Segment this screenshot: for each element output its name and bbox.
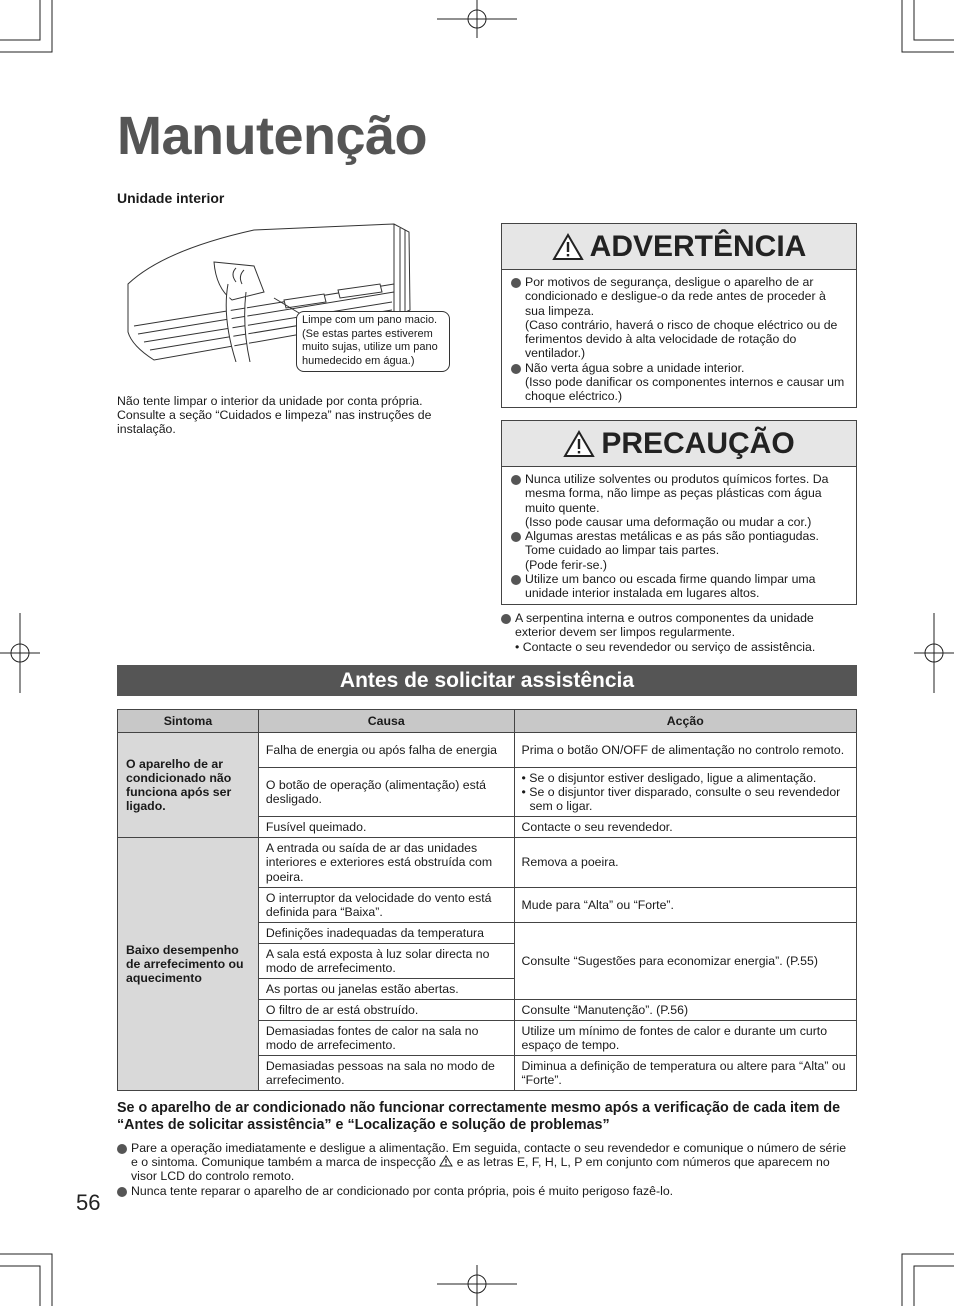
table-header-row <box>118 710 857 733</box>
table-row: A sala está exposta à luz solar directa no modo de arrefecimento. <box>118 944 857 979</box>
warning-title: ADVERTÊNCIA <box>589 229 807 263</box>
warning-item: Não verta água sobre a unidade interior. (Isso pode danificar os componentes internos e causar um choque eléctrico.) <box>511 361 848 404</box>
warning-triangle-icon <box>552 233 584 261</box>
list-item: Nunca tente reparar o aparelho de ar condicionado por conta própria, pois é muito perigoso fazê-lo. <box>117 1184 852 1198</box>
list-item: Pare a operação imediatamente e desligue a alimentação. Em seguida, contacte o seu revendedor e comunique o número de série e o sintoma. Comunique também a marca de inspecção e as letras E, F, H, L, P em conjunto com números que aparecem no visor LCD do controlo remoto. <box>117 1141 852 1184</box>
table-row: Baixo desempenho de arrefecimento ou aquecimento A entrada ou saída de ar das unidades interiores e exteriores está obstruída com poeira. Remova a poeira. <box>118 838 857 888</box>
caution-item: Utilize um banco ou escada firme quando limpar uma unidade interior instalada em lugares altos. <box>511 572 848 601</box>
cleaning-callout: Limpe com um pano macio. (Se estas partes estiverem muito sujas, utilize um pano humedecido em água.) <box>296 311 450 372</box>
symptom-cell: Baixo desempenho de arrefecimento ou aquecimento <box>118 838 259 1091</box>
table-row: O filtro de ar está obstruído. Consulte “Manutenção”. (P.56) <box>118 1000 857 1021</box>
warning-item: Por motivos de segurança, desligue o aparelho de ar condicionado e desligue-o da rede antes de proceder à sua limpeza. (Caso contrário, haverá o risco de choque eléctrico ou de ferimentos devido à alta velocidade de rotação do ventilador.) <box>511 275 848 361</box>
caution-title: PRECAUÇÃO <box>601 426 795 460</box>
table-row: O interruptor da velocidade do vento está definida para “Baixa”. Mude para “Alta” ou “Forte”. <box>118 888 857 923</box>
outdoor-note: A serpentina interna e outros componentes da unidade exterior devem ser limpos regularmente. • Contacte o seu revendedor ou serviço de assistência. <box>501 611 857 654</box>
table-row: Definições inadequadas da temperatura Consulte “Sugestões para economizar energia”. (P.55) <box>118 923 857 944</box>
table-row: O aparelho de ar condicionado não funciona após ser ligado. Falha de energia ou após falha de energia Prima o botão ON/OFF de alimentação no controlo remoto. <box>118 733 857 768</box>
caution-box <box>501 420 857 605</box>
header-cause: Causa <box>258 710 514 733</box>
inspection-mark-icon <box>439 1155 453 1167</box>
caution-triangle-icon <box>563 430 595 458</box>
caution-item: Nunca utilize solventes ou produtos químicos fortes. Da mesma forma, não limpe as peças plásticas com água muito quente. (Isso pode causar uma deformação ou mudar a cor.) <box>511 472 848 529</box>
page-title: Manutenção <box>117 106 428 166</box>
table-row: As portas ou janelas estão abertas. <box>118 979 857 1000</box>
warning-header <box>502 224 856 270</box>
symptom-cell: O aparelho de ar condicionado não funciona após ser ligado. <box>118 733 259 838</box>
troubleshoot-heading: Antes de solicitar assistência <box>117 665 857 696</box>
table-row: Fusível queimado. Contacte o seu revendedor. <box>118 817 857 838</box>
table-row: Demasiadas pessoas na sala no modo de arrefecimento. Diminua a definição de temperatura ou altere para “Alta” ou “Forte”. <box>118 1056 857 1091</box>
indoor-unit-heading: Unidade interior <box>117 190 225 206</box>
page-number: 56 <box>76 1190 101 1215</box>
header-symptom: Sintoma <box>118 710 259 733</box>
header-action: Acção <box>514 710 856 733</box>
table-row: O botão de operação (alimentação) está desligado. • Se o disjuntor estiver desligado, ligue a alimentação. • Se o disjuntor tiver disparado, consulte o seu revendedor sem o ligar. <box>118 768 857 817</box>
footer-list <box>117 1141 852 1198</box>
troubleshoot-table <box>117 709 857 1091</box>
footer-heading: Se o aparelho de ar condicionado não funcionar correctamente mesmo após a verificação de cada item de “Antes de solicitar assistência” e “Localização e solução de problemas” <box>117 1100 841 1133</box>
warning-box <box>501 223 857 408</box>
table-row: Demasiadas fontes de calor na sala no modo de arrefecimento. Utilize um mínimo de fontes de calor e durante um curto espaço de tempo. <box>118 1021 857 1056</box>
interior-cleaning-note: Não tente limpar o interior da unidade por conta própria. Consulte a seção “Cuidados e limpeza” nas instruções de instalação. <box>117 394 432 437</box>
caution-header <box>502 421 856 467</box>
caution-item: Algumas arestas metálicas e as pás são pontiagudas. Tome cuidado ao limpar tais partes. (Pode ferir-se.) <box>511 529 848 572</box>
